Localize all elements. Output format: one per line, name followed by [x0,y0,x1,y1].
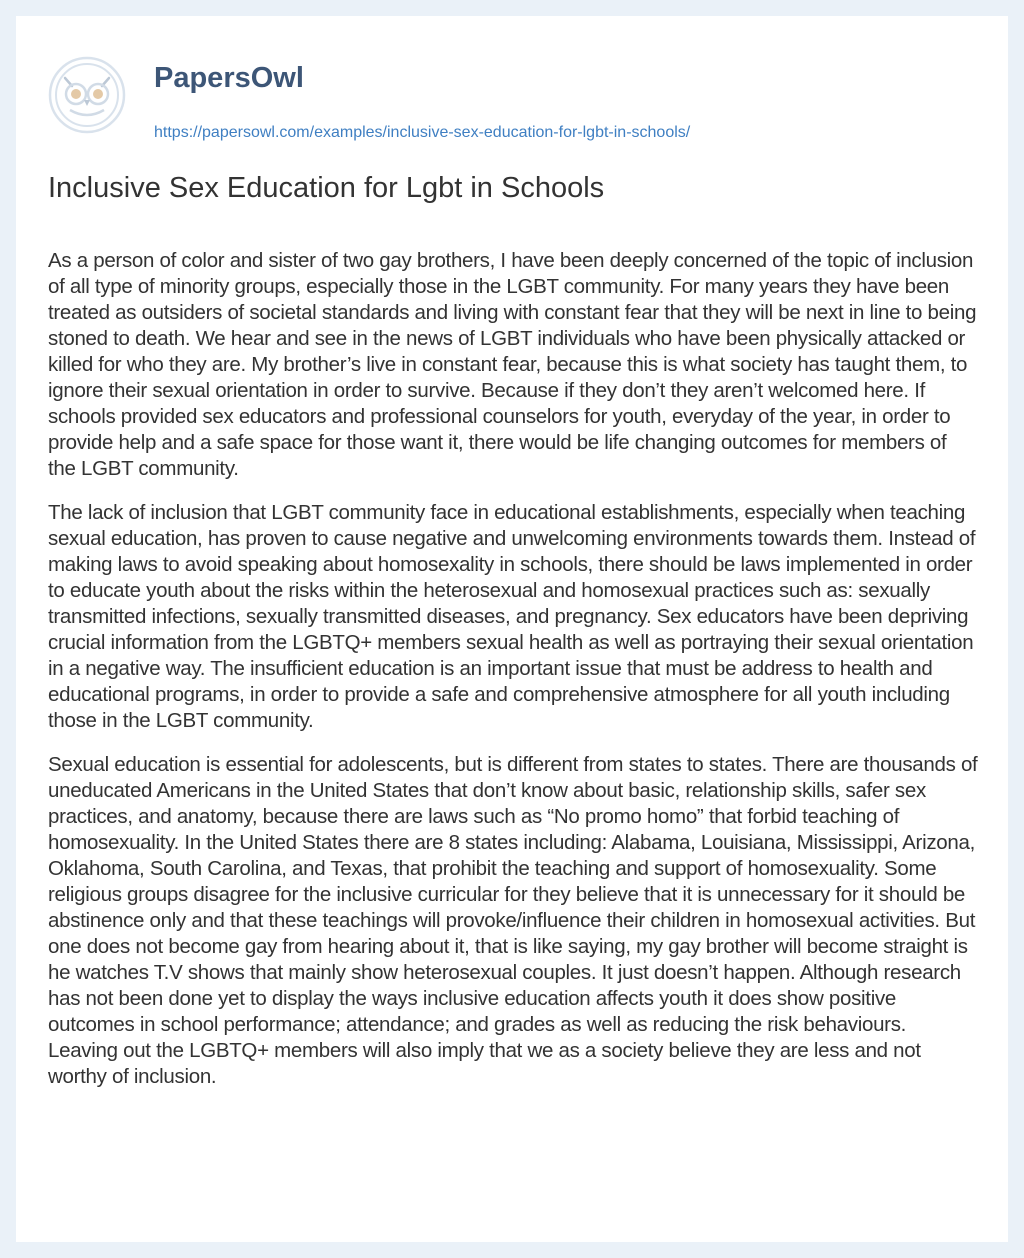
article-body [48,248,978,1108]
page-title: Inclusive Sex Education for Lgbt in Schools [48,172,605,204]
paragraph: The lack of inclusion that LGBT community face in educational establishments, especially when teaching sexual education, has proven to cause negative and unwelcoming environments towards them. Instead of making laws to avoid speaking about homosexality in schools, there should be laws implemented in order to educate youth about the risks within the heterosexual and homosexual practices such as: sexually transmitted infections, sexually transmitted diseases, and pregnancy. Sex educators have been depriving crucial information from the LGBTQ+ members sexual health as well as portraying their sexual orientation in a negative way. The insufficient education is an important issue that must be address to health and educational programs, in order to provide a safe and comprehensive atmosphere for all youth including those in the LGBT community. [48,501,976,732]
paragraph: Sexual education is essential for adolescents, but is different from states to states. There are thousands of uneducated Americans in the United States that don’t know about basic, relationship skills, safer sex practices, and anatomy, because there are laws such as “No promo homo” that forbid teaching of homosexuality. In the United States there are 8 states including: Alabama, Louisiana, Mississippi, Arizona, Oklahoma, South Carolina, and Texas, that prohibit the teaching and support of homosexuality. Some religious groups disagree for the inclusive curricular for they believe that it is unnecessary for it should be abstinence only and that these teachings will provoke/influence their children in homosexual activities. But one does not become gay from hearing about it, that is like saying, my gay brother will become straight is he watches T.V shows that mainly show heterosexual couples. It just doesn’t happen. Although research has not been done yet to display the ways inclusive education affects youth it does show positive outcomes in school performance; attendance; and grades as well as reducing the risk behaviours. Leaving out the LGBTQ+ members will also imply that we as a society believe they are less and not worthy of inclusion. [48,753,978,1088]
source-url-link[interactable]: https://papersowl.com/examples/inclusive-sex-education-for-lgbt-in-schools/ [154,124,691,141]
paragraph: As a person of color and sister of two gay brothers, I have been deeply concerned of the topic of inclusion of all type of minority groups, especially those in the LGBT community. For many years they have been treated as outsiders of societal standards and living with constant fear that they will be next in line to being stoned to death. We hear and see in the news of LGBT individuals who have been physically attacked or killed for who they are. My brother’s live in constant fear, because this is what society has taught them, to ignore their sexual orientation in order to survive. Because if they don’t they aren’t welcomed here. If schools provided sex educators and professional counselors for youth, everyday of the year, in order to provide help and a safe space for those want it, there would be life changing outcomes for members of the LGBT community. [48,249,977,480]
owl-logo-icon [48,56,126,134]
header [48,48,978,140]
document-page [16,16,1008,1242]
brand-name: PapersOwl [154,62,304,94]
